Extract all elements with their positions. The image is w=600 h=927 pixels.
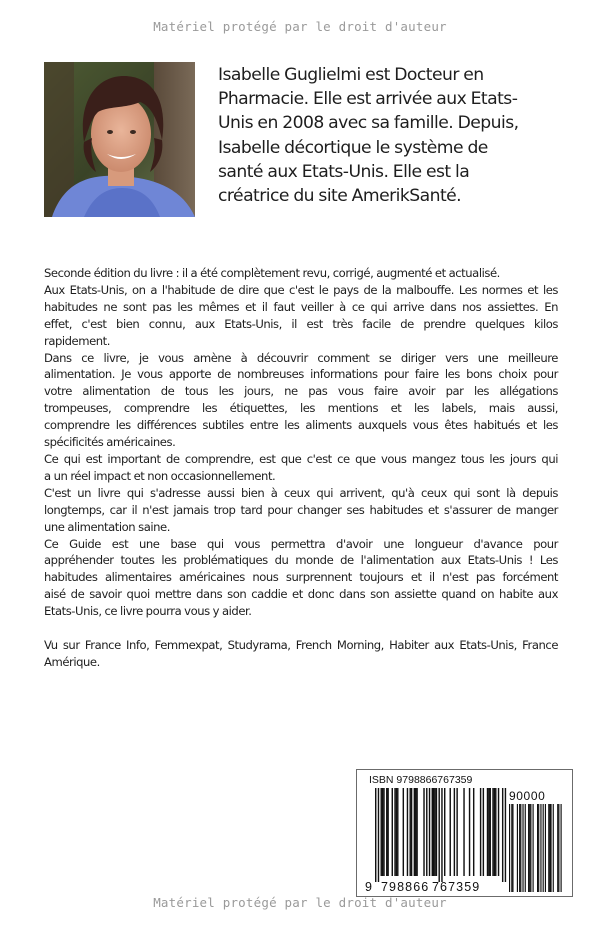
barcode-bar <box>441 788 442 882</box>
text-line: Vu sur France Info, Femmexpat, Studyrama, French Morning, Habiter aux Etats-Unis, France <box>44 637 558 652</box>
barcode-bar <box>480 788 481 876</box>
text-line: a un réel impact et non occasionnellement. <box>44 468 276 483</box>
text-line: Ce Guide est une base qui vous permettra d'avoir une longueur d'avance pour <box>44 536 558 551</box>
barcode-bar <box>381 788 382 876</box>
back-cover-description <box>44 265 558 671</box>
paragraph-edition <box>44 265 558 282</box>
barcode-addon-bar <box>519 804 520 892</box>
barcode-bar <box>414 788 415 876</box>
barcode-bar <box>416 788 417 876</box>
barcode-bar <box>483 788 484 876</box>
barcode-addon-bar <box>553 804 554 892</box>
barcode-bar <box>473 788 474 876</box>
barcode-bar <box>469 788 470 876</box>
barcode-addon-bar <box>558 804 559 892</box>
barcode-bar <box>423 788 424 876</box>
barcode-bar <box>411 788 412 876</box>
author-bio-line: Isabelle décortique le système de <box>218 137 488 158</box>
barcode-digit-group-2: 767359 <box>432 880 481 894</box>
author-bio-line: créatrice du site AmerikSanté. <box>218 186 462 207</box>
barcode-addon-number: 90000 <box>509 789 546 803</box>
paragraph-audience <box>44 485 558 536</box>
barcode-bar <box>375 788 376 882</box>
barcode-addon-bar <box>548 804 549 892</box>
text-line: aisé de savoir quoi mettre dans son caddie et donc dans son assiette quand on habite aux <box>44 587 558 602</box>
text-line: effet, c'est bien connu, aux Etats-Unis, il est très facile de prendre quelques kilos <box>44 316 558 331</box>
author-portrait-image <box>44 62 195 217</box>
text-line: Ce qui est important de comprendre, est que c'est ce que vous mangez tous les jours qui <box>44 451 558 466</box>
barcode-addon-bar <box>533 804 534 892</box>
barcode-bar <box>403 788 404 876</box>
barcode-bar <box>392 788 393 876</box>
barcode-bar <box>494 788 495 876</box>
text-line: Dans ce livre, je vous amène à découvrir comment se diriger vers une meilleure <box>44 350 558 365</box>
barcode-addon-bar <box>538 804 539 892</box>
author-bio-line: santé aux Etats-Unis. Elle est la <box>218 161 470 182</box>
barcode-addon-bar <box>522 804 523 892</box>
barcode-bar <box>382 788 383 876</box>
barcode-bar <box>438 788 439 882</box>
barcode-bar <box>492 788 493 876</box>
barcode-bar <box>498 788 499 876</box>
barcode-bar <box>434 788 435 876</box>
barcode-bar <box>386 788 387 876</box>
barcode-digit-first: 9 <box>365 880 374 894</box>
barcode-bar <box>426 788 427 876</box>
text-line: longtemps, car il n'est jamais trop tard pour changer ses habitudes et s'assurer de manger <box>44 502 558 517</box>
barcode-bar <box>383 788 384 876</box>
barcode-addon-bar <box>543 804 544 892</box>
barcode-bar <box>454 788 455 876</box>
barcode-addon-bar <box>529 804 530 892</box>
text-line: appréhender toutes les problématiques du monde de l'alimentation aux Etats-Unis ! Les <box>44 553 558 568</box>
barcode-bar <box>495 788 496 876</box>
barcode-addon-bar <box>549 804 550 892</box>
text-line: rapidement. <box>44 333 110 348</box>
barcode-bar <box>444 788 445 876</box>
barcode-addon-bar <box>540 804 541 892</box>
barcode-addon-bar <box>520 804 521 892</box>
text-line: Etats-Unis, ce livre pourra vous y aider. <box>44 604 252 619</box>
barcode-bar <box>407 788 408 876</box>
barcode-bar <box>378 788 379 882</box>
text-line: une alimentation saine. <box>44 519 170 534</box>
author-bio-line: Isabelle Guglielmi est Docteur en <box>218 65 484 85</box>
paragraph-media-mentions <box>44 637 558 671</box>
barcode-bar <box>487 788 488 876</box>
barcode-bar <box>397 788 398 876</box>
barcode-bar <box>433 788 434 876</box>
barcode-addon-bar <box>557 804 558 892</box>
isbn-barcode <box>356 769 573 897</box>
text-line: spécificités américaines. <box>44 435 176 450</box>
isbn-label: ISBN 9798866767359 <box>369 774 473 786</box>
barcode-addon-bar <box>509 804 510 892</box>
barcode-bar <box>415 788 416 876</box>
barcode-bar <box>396 788 397 876</box>
barcode-bar <box>450 788 451 876</box>
author-photo <box>44 62 195 217</box>
text-line: habitudes ne sont pas les mêmes et il faut veiller à ce qui arrive dans nos assiettes. En <box>44 299 558 314</box>
barcode-bar <box>436 788 437 876</box>
barcode-bar <box>505 788 506 882</box>
barcode-bar <box>490 788 491 876</box>
barcode-addon-bar <box>530 804 531 892</box>
text-line: comprendre les différences subtiles entre les aliments auxquels vous êtes habitués et les <box>44 418 558 433</box>
barcode-bar <box>432 788 433 876</box>
paragraph-book-content <box>44 350 558 451</box>
copyright-watermark-top: Matériel protégé par le droit d'auteur <box>153 19 447 34</box>
author-bio-line: Pharmacie. Elle est arrivée aux Etats- <box>218 89 518 110</box>
copyright-watermark-bottom: Matériel protégé par le droit d'auteur <box>153 895 447 910</box>
barcode-bar <box>394 788 395 876</box>
barcode-addon-bar <box>511 804 512 892</box>
paragraph-spacer <box>44 620 558 637</box>
paragraph-guide <box>44 536 558 621</box>
text-line: Seconde édition du livre : il a été complètement revu, corrigé, augmenté et actualisé. <box>44 266 500 280</box>
text-line: alimentation. Je vous apporte de nombreuses informations pour faire les bons choix pour <box>44 367 558 382</box>
text-line: trompeuses, comprendre les étiquettes, les mentions et les labels, mais aussi, <box>44 401 558 416</box>
barcode-bar <box>410 788 411 876</box>
text-line: C'est un livre qui s'adresse aussi bien à ceux qui arrivent, qu'à ceux qui sont là depuis <box>44 485 558 500</box>
author-bio-line: Unis en 2008 avec sa famille. Depuis, <box>218 113 519 134</box>
author-bio <box>218 63 568 208</box>
barcode-addon-bar <box>528 804 529 892</box>
barcode-bar <box>387 788 388 876</box>
text-line: votre alimentation de tous les jours, ne pas vous faire avoir par les allégations <box>44 384 558 399</box>
barcode-addon-bar <box>512 804 513 892</box>
barcode-bar <box>456 788 457 876</box>
barcode-bar <box>502 788 503 882</box>
barcode-addon-bar <box>550 804 551 892</box>
barcode-digit-group-1: 798866 <box>381 880 430 894</box>
barcode-bar <box>429 788 430 876</box>
barcode-addon-bar <box>545 804 546 892</box>
paragraph-malbouffe <box>44 282 558 350</box>
paragraph-importance <box>44 451 558 485</box>
text-line: Aux Etats-Unis, on a l'habitude de dire que c'est le pays de la malbouffe. Les normes et les <box>44 282 558 297</box>
text-line: Amérique. <box>44 654 100 669</box>
barcode-bar <box>463 788 464 876</box>
barcode-addon-bar <box>537 804 538 892</box>
text-line: habitudes alimentaires américaines nous surprennent toujours et il n'est pas forcément <box>44 570 558 585</box>
barcode-addon-bar <box>561 804 562 892</box>
barcode-bar <box>488 788 489 876</box>
barcode-addon-bar <box>517 804 518 892</box>
barcode-addon-bar <box>525 804 526 892</box>
